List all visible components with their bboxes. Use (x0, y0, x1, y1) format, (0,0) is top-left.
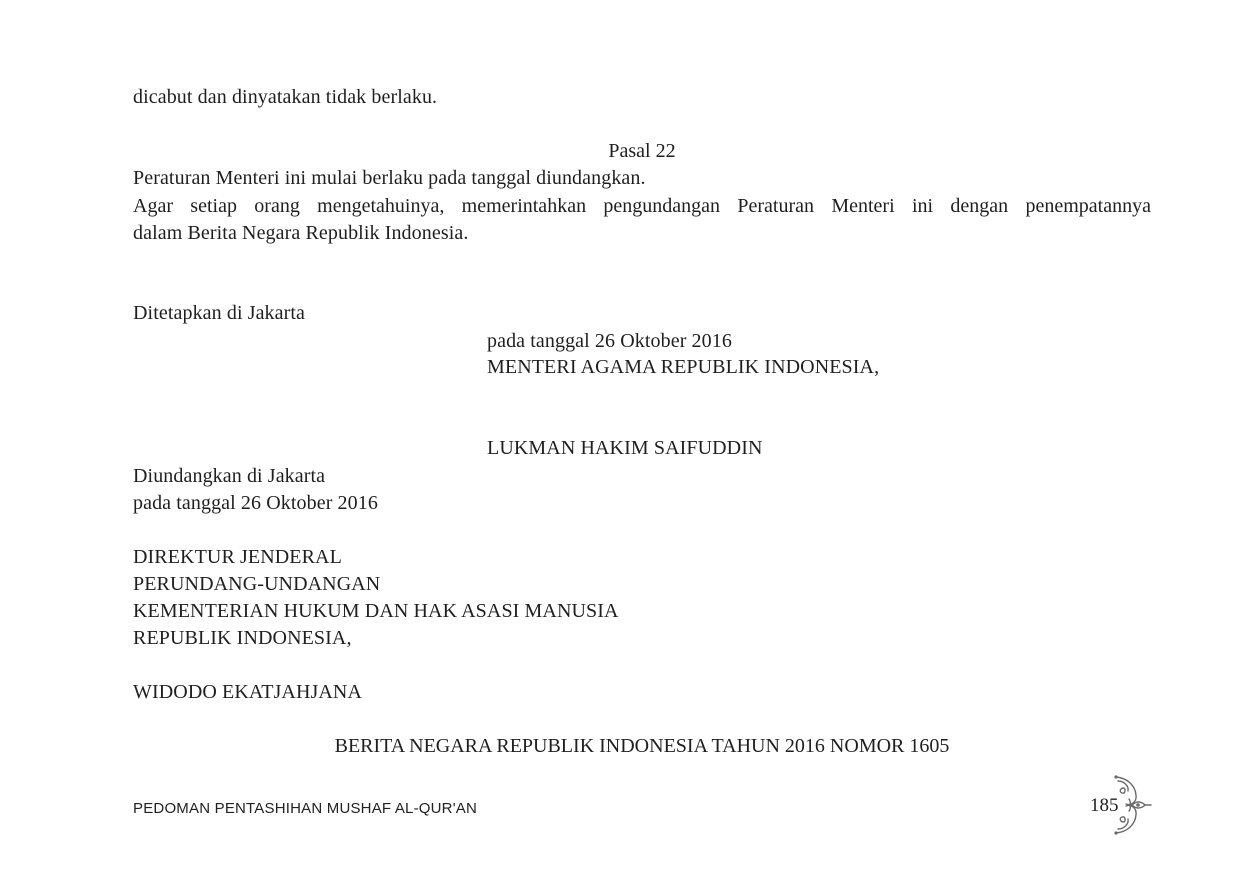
article-text-line-2b: dalam Berita Negara Republik Indonesia. (133, 222, 469, 244)
article-text-line-1: Peraturan Menteri ini mulai berlaku pada tanggal diundangkan. (133, 167, 646, 189)
paragraph-continuation: dicabut dan dinyatakan tidak berlaku. (133, 86, 438, 108)
enacted-place: Ditetapkan di Jakarta (133, 302, 306, 324)
director-name: WIDODO EKATJAHJANA (133, 681, 362, 703)
article-text-line-2a: Agar setiap orang mengetahuinya, memerintahkan pengundangan Peraturan Menteri ini dengan penempatannya (133, 195, 1151, 217)
minister-name: LUKMAN HAKIM SAIFUDDIN (487, 437, 763, 459)
promulgated-place: Diundangkan di Jakarta (133, 465, 326, 487)
director-title-line-1: DIREKTUR JENDERAL (133, 546, 342, 568)
minister-title: MENTERI AGAMA REPUBLIK INDONESIA, (487, 356, 880, 378)
director-title-line-4: REPUBLIK INDONESIA, (133, 627, 352, 649)
book-title-footer: PEDOMAN PENTASHIHAN MUSHAF AL-QUR'AN (133, 800, 477, 817)
decorative-scroll-icon (1108, 774, 1154, 836)
promulgated-date: pada tanggal 26 Oktober 2016 (133, 492, 378, 514)
director-title-line-2: PERUNDANG-UNDANGAN (133, 573, 381, 595)
article-heading: Pasal 22 (608, 140, 676, 162)
page-number: 185 (1090, 795, 1119, 816)
gazette-reference: BERITA NEGARA REPUBLIK INDONESIA TAHUN 2016 NOMOR 1605 (334, 735, 950, 757)
director-title-line-3: KEMENTERIAN HUKUM DAN HAK ASASI MANUSIA (133, 600, 619, 622)
enacted-date: pada tanggal 26 Oktober 2016 (487, 330, 732, 352)
